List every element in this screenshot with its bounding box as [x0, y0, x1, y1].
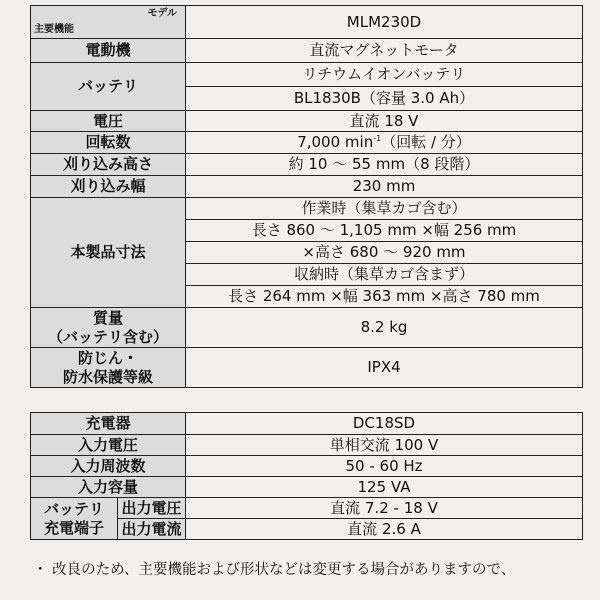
battery-label: バッテリ	[31, 63, 186, 111]
charger-table	[30, 412, 583, 540]
protection-value: IPX4	[186, 348, 583, 388]
dimensions-working-title: 作業時（集草カゴ含む）	[186, 198, 583, 220]
terminal-label	[31, 498, 118, 540]
input-capacity-value: 125 VA	[186, 477, 583, 498]
dimensions-working-line2: ×高さ 680 ～ 920 mm	[186, 242, 583, 264]
dimensions-working-line1: 長さ 860 ～ 1,105 mm ×幅 256 mm	[186, 220, 583, 242]
cut-width-value: 230 mm	[186, 176, 583, 198]
input-voltage-label: 入力電圧	[31, 435, 186, 456]
voltage-label: 電圧	[31, 111, 186, 132]
rpm-value-unit-note: （回転 / 分）	[381, 133, 471, 151]
cut-height-label: 刈り込み高さ	[31, 154, 186, 176]
charger-header-row	[31, 413, 583, 435]
output-voltage-label: 出力電圧	[118, 498, 186, 519]
function-column-label: 主要機能	[34, 24, 74, 35]
protection-label-line1: 防じん・	[77, 348, 138, 367]
voltage-row	[31, 111, 583, 132]
output-voltage-value: 直流 7.2 - 18 V	[186, 498, 583, 519]
weight-label-line2: （バッテリ含む）	[47, 327, 168, 346]
battery-type-value: リチウムイオンバッテリ	[186, 63, 583, 87]
footnote: ・ 改良のため、主要機能および形状などは変更する場合がありますので、	[33, 562, 516, 578]
rpm-row	[31, 132, 583, 154]
dimensions-storage-line: 長さ 264 mm ×幅 363 mm ×高さ 780 mm	[186, 286, 583, 308]
weight-value: 8.2 kg	[186, 308, 583, 348]
dimensions-storage-title: 収納時（集草カゴ含まず）	[186, 264, 583, 286]
dimensions-label: 本製品寸法	[31, 198, 186, 308]
charger-label: 充電器	[31, 413, 186, 435]
weight-label	[31, 308, 186, 348]
cut-height-value: 約 10 ～ 55 mm（8 段階）	[186, 154, 583, 176]
motor-row	[31, 39, 583, 63]
cut-width-label: 刈り込み幅	[31, 176, 186, 198]
output-voltage-row	[31, 498, 583, 519]
protection-label-line2: 防水保護等級	[62, 367, 153, 386]
cut-height-row	[31, 154, 583, 176]
rpm-label: 回転数	[31, 132, 186, 154]
input-voltage-value: 単相交流 100 V	[186, 435, 583, 456]
input-voltage-row	[31, 435, 583, 456]
spec-header-diagonal-cell	[31, 6, 186, 39]
input-frequency-value: 50 - 60 Hz	[186, 456, 583, 477]
terminal-label-line2: 充電端子	[43, 518, 104, 537]
charger-model-value: DC18SD	[186, 413, 583, 435]
rpm-value	[186, 132, 583, 154]
rpm-value-main: 7,000 min	[297, 133, 374, 151]
protection-label	[31, 348, 186, 388]
dimensions-row-1	[31, 198, 583, 220]
spec-table	[30, 5, 583, 388]
weight-row	[31, 308, 583, 348]
output-current-label: 出力電流	[118, 519, 186, 540]
protection-row	[31, 348, 583, 388]
model-column-label: モデル	[147, 8, 177, 19]
rpm-value-exponent: -1	[373, 134, 382, 143]
battery-row-1	[31, 63, 583, 87]
battery-model-value: BL1830B（容量 3.0 Ah）	[186, 87, 583, 111]
voltage-value: 直流 18 V	[186, 111, 583, 132]
input-frequency-label: 入力周波数	[31, 456, 186, 477]
input-capacity-label: 入力容量	[31, 477, 186, 498]
model-value: MLM230D	[186, 6, 583, 39]
output-current-value: 直流 2.6 A	[186, 519, 583, 540]
input-capacity-row	[31, 477, 583, 498]
input-frequency-row	[31, 456, 583, 477]
motor-label: 電動機	[31, 39, 186, 63]
spec-header-row	[31, 6, 583, 39]
motor-value: 直流マグネットモータ	[186, 39, 583, 63]
weight-label-line1: 質量	[92, 308, 123, 327]
terminal-label-line1: バッテリ	[43, 499, 104, 518]
cut-width-row	[31, 176, 583, 198]
